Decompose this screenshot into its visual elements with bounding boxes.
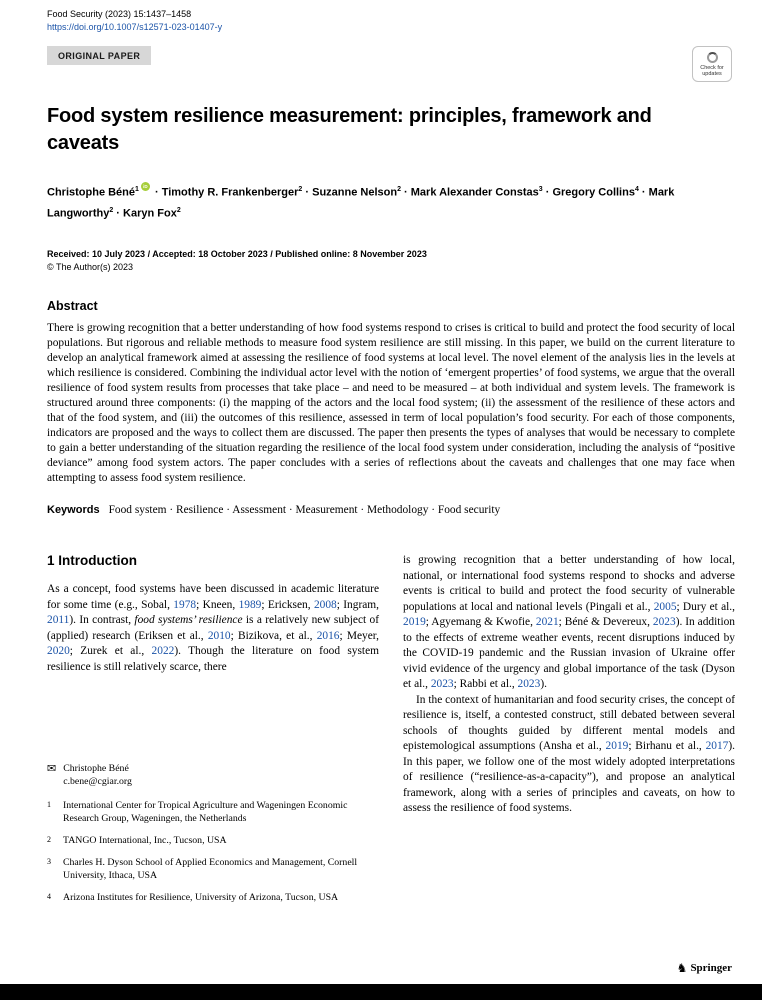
citation-link[interactable]: 2017 (705, 740, 729, 753)
publisher-name: Springer (690, 962, 732, 974)
check-for-updates-badge[interactable] (692, 46, 732, 82)
check-updates-label: Check for updates (700, 64, 724, 77)
affiliation-item (47, 834, 379, 847)
affiliation-number: 2 (47, 835, 51, 845)
affiliation-number: 1 (47, 800, 51, 810)
citation-link[interactable]: 2019 (605, 740, 629, 753)
citation-link[interactable]: 2011 (47, 614, 70, 627)
citation-link[interactable]: 2008 (313, 598, 337, 611)
affiliation-item (47, 856, 379, 882)
abstract-heading: Abstract (47, 299, 98, 314)
correspondence-block (47, 762, 379, 788)
page-bottom-bar (0, 984, 762, 1000)
abstract-section (47, 299, 735, 486)
envelope-icon: ✉ (47, 762, 57, 776)
citation-link[interactable]: 2016 (316, 629, 340, 642)
keywords-line (47, 503, 735, 518)
two-column-body (47, 553, 735, 913)
header-citation-block (47, 8, 735, 33)
intro-paragraph-right-1: is growing recognition that a better understanding of how local, national, or international food systems respond to shocks and adverse events is critical to build and protect the food security of vulnerable populations at local and national levels (Pingali et al., 2005; Dury et al., 2019; Agyemang & Kwofie, 2021; Béné & Devereux, 2023). In addition to the effects of extreme weather events, recent disruptions induced by the COVID-19 pandemic and the Russian invasion of Ukraine offer vivid evidence of the urgency and global importance of the task (Dyson et al., 2023; Rabbi et al., 2023). (403, 554, 735, 691)
article-title: Food system resilience measurement: principles, framework and caveats (47, 105, 652, 154)
intro-paragraph-right-2: In the context of humanitarian and food security crises, the concept of resilience is, itself, a contested construct, still debated between several schools of thoughts guided by different mental models and epistemological assumptions (Ansha et al., 2019; Birhanu et al., 2017). In this paper, we follow one of the most widely adopted interpretations of resilience (“resilience-as-a-capacity”), and propose an analytical framework, along with a series of principles and caveats, on how to assess the resilience of food systems. (403, 693, 735, 815)
citation-link[interactable]: 2019 (403, 616, 426, 629)
citation-link[interactable]: 1989 (238, 598, 262, 611)
affiliation-text: Arizona Institutes for Resilience, University of Arizona, Tucson, USA (63, 892, 339, 904)
affiliation-item (47, 799, 379, 825)
citation-link[interactable]: 2021 (535, 616, 559, 629)
right-column (403, 553, 735, 913)
left-column (47, 553, 379, 913)
springer-logo (677, 961, 732, 975)
intro-paragraph-left: As a concept, food systems have been discussed in academic literature for some time (e.g., Sobal, 1978; Kneen, 1989; Ericksen, 2008; Ingram, 2011). In contrast, food systems’ resilience is a relatively new subject of (applied) research (Eriksen et al., 2010; Bizikova, et al., 2016; Meyer, 2020; Zurek et al., 2022). Though the literature on food system resilience is still relatively scarce, there (47, 583, 380, 673)
correspondence-name: Christophe Béné (63, 763, 129, 775)
citation-link[interactable]: 2023 (652, 616, 676, 629)
crossmark-icon (707, 52, 718, 63)
citation-link[interactable]: 2023 (517, 678, 541, 691)
citation-link[interactable]: 1978 (173, 598, 197, 611)
affiliation-text: International Center for Tropical Agriculture and Wageningen Economic Research Group, Wageningen, the Netherlands (63, 800, 348, 825)
citation-link[interactable]: 2010 (207, 629, 231, 642)
article-type-badge: ORIGINAL PAPER (47, 46, 151, 65)
keywords-label: Keywords (47, 504, 100, 517)
affiliation-number: 4 (47, 892, 51, 902)
journal-citation: Food Security (2023) 15:1437–1458 (47, 9, 192, 19)
springer-knight-icon: ♞ (676, 961, 688, 975)
affiliation-item (47, 891, 379, 904)
orcid-icon[interactable] (141, 182, 150, 191)
footnotes-block (47, 762, 379, 913)
history-line: Received: 10 July 2023 / Accepted: 18 October 2023 / Published online: 8 November 2023 (47, 249, 427, 260)
copyright-line: © The Author(s) 2023 (47, 262, 134, 273)
affiliation-text: TANGO International, Inc., Tucson, USA (63, 835, 227, 847)
citation-link[interactable]: 2022 (151, 645, 175, 658)
citation-link[interactable]: 2023 (430, 678, 454, 691)
section-heading-introduction: 1 Introduction (47, 553, 137, 569)
correspondence-email[interactable]: c.bene@cgiar.org (63, 776, 132, 788)
keywords-text: Food system · Resilience · Assessment · Measurement · Methodology · Food security (108, 504, 501, 517)
authors-line: Christophe Béné$^1$iD · Timothy R. Frankenberger$^2$ · Suzanne Nelson$^2$ · Mark Alexander Constas$^3$ · Gregory Collins$^4$ · Mark Langworthy$^2$ · Karyn Fox$^2$ (47, 181, 732, 222)
affiliation-text: Charles H. Dyson School of Applied Economics and Management, Cornell University, Ithaca, USA (63, 857, 358, 882)
affiliation-number: 3 (47, 857, 51, 867)
doi-link[interactable]: https://doi.org/10.1007/s12571-023-01407-y (47, 21, 223, 32)
citation-link[interactable]: 2020 (47, 645, 70, 658)
abstract-text: There is growing recognition that a better understanding of how food systems respond to crises is critical to build and protect the food security of local populations. But rigorous and reliable methods to measure food system resilience are still missing. In this paper, we build on the current literature to develop an analytical framework aimed at assessing the resilience of food systems at local level. The novel element of the analysis lies in the levels at which resilience is considered. Combining the individual actor level with the notion of ‘emergent properties’ of food systems, we argue that the overall resilience of food system results from processes that take place – and need to be measured – at both individual and system levels. The framework is structured around three components: (i) the mapping of the actors and the local food system; (ii) the assessment of the resilience of these actors and that of the food system, and (iii) the outcomes of this resilience, assessed in term of local population’s food security. For each of those components, indicators are proposed and the ways to collect them are discussed. The paper then presents the types of analyses that would be necessary to complete to gain a better understanding of the situation regarding the resilience of the local food system under consideration, including the analysis of “positive deviance” among food system actors. The paper concludes with a series of reflections about the caveats and challenges that one may face when attempting to assess food system resilience. (47, 322, 735, 485)
article-history (47, 248, 735, 274)
citation-link[interactable]: 2005 (653, 600, 677, 613)
